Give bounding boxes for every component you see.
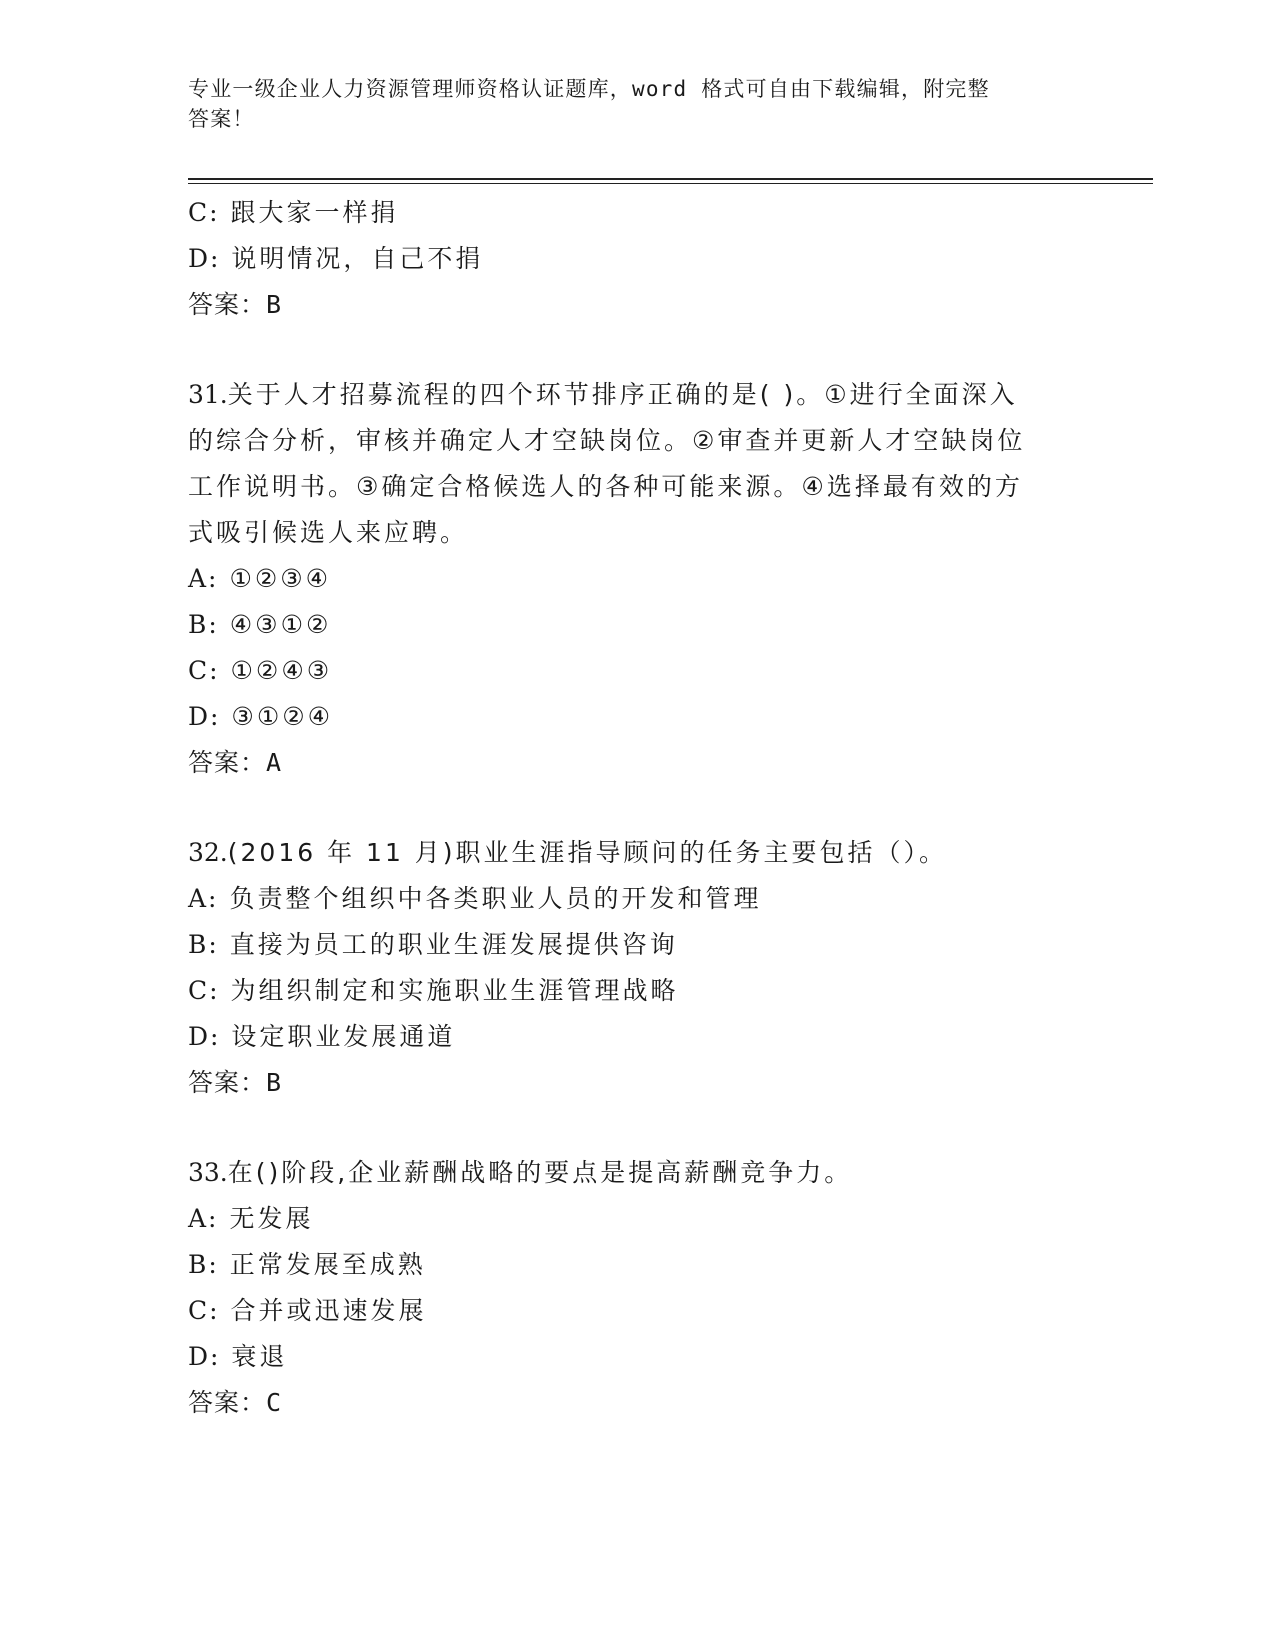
question-32 [188, 830, 1068, 1106]
answer-value: B [266, 290, 283, 319]
answer-label: 答案： [188, 1388, 267, 1417]
header-rule-thick [188, 178, 1153, 180]
question-number: 33. [188, 1158, 228, 1187]
option-label: B: [188, 1250, 219, 1279]
option-text: 设定职业发展通道 [231, 1022, 456, 1051]
answer-value: C [266, 1388, 283, 1417]
question-stem [188, 372, 1068, 556]
option-label: C: [188, 656, 220, 685]
option-label: D: [188, 702, 221, 731]
option-text: ④③①② [229, 610, 332, 639]
option-a [188, 1196, 1068, 1242]
partial-question [188, 190, 1068, 328]
option-c [188, 190, 1068, 236]
option-text: ③①②④ [231, 702, 334, 731]
header-line-2: 答案！ [188, 107, 255, 131]
answer-line [188, 1380, 1068, 1426]
stem-line: 33.在()阶段,企业薪酬战略的要点是提高薪酬竞争力。 [188, 1158, 853, 1187]
option-text: 无发展 [229, 1204, 314, 1233]
option-text: 负责整个组织中各类职业人员的开发和管理 [229, 884, 762, 913]
option-label: A: [188, 564, 219, 593]
option-d [188, 236, 1068, 282]
question-number: 32. [188, 838, 228, 867]
question-number: 31. [188, 380, 228, 409]
option-label: A: [188, 884, 219, 913]
option-d [188, 694, 1068, 740]
stem-line: 的综合分析，审核并确定人才空缺岗位。②审查并更新人才空缺岗位 [188, 426, 1026, 455]
question-33 [188, 1150, 1068, 1426]
question-content [188, 190, 1068, 1426]
option-text: 合并或迅速发展 [230, 1296, 427, 1325]
answer-label: 答案： [188, 290, 267, 319]
option-text: ①②④③ [230, 656, 333, 685]
answer-value: B [266, 1068, 283, 1097]
option-c [188, 968, 1068, 1014]
option-d [188, 1334, 1068, 1380]
header-line-1: 专业一级企业人力资源管理师资格认证题库，word 格式可自由下载编辑，附完整 [188, 77, 990, 101]
answer-label: 答案： [188, 748, 267, 777]
answer-value: A [266, 748, 283, 777]
stem-line: 31.关于人才招募流程的四个环节排序正确的是( )。①进行全面深入 [188, 380, 1018, 409]
option-b [188, 602, 1068, 648]
option-text: 跟大家一样捐 [230, 198, 399, 227]
option-text: 说明情况，自己不捐 [231, 244, 484, 273]
page-header [188, 74, 1068, 134]
header-rule-thin [188, 183, 1153, 184]
option-d [188, 1014, 1068, 1060]
answer-label: 答案： [188, 1068, 267, 1097]
option-label: B: [188, 610, 219, 639]
question-stem [188, 830, 1068, 876]
option-label: C: [188, 1296, 220, 1325]
option-label: C: [188, 198, 220, 227]
option-label: B: [188, 930, 219, 959]
stem-line: 工作说明书。③确定合格候选人的各种可能来源。④选择最有效的方 [188, 472, 1023, 501]
question-stem [188, 1150, 1068, 1196]
option-label: C: [188, 976, 220, 1005]
option-label: D: [188, 1022, 221, 1051]
option-text: ①②③④ [229, 564, 332, 593]
option-c [188, 648, 1068, 694]
option-text: 为组织制定和实施职业生涯管理战略 [230, 976, 679, 1005]
option-text: 衰退 [231, 1342, 288, 1371]
option-b [188, 922, 1068, 968]
option-b [188, 1242, 1068, 1288]
answer-line [188, 282, 1068, 328]
option-a [188, 556, 1068, 602]
stem-line: 式吸引候选人来应聘。 [188, 518, 469, 547]
option-text: 直接为员工的职业生涯发展提供咨询 [229, 930, 678, 959]
answer-line [188, 740, 1068, 786]
option-a [188, 876, 1068, 922]
option-c [188, 1288, 1068, 1334]
answer-line [188, 1060, 1068, 1106]
stem-line: 32.(2016 年 11 月)职业生涯指导顾问的任务主要包括（）。 [188, 838, 948, 867]
question-31 [188, 372, 1068, 786]
option-text: 正常发展至成熟 [229, 1250, 426, 1279]
option-label: D: [188, 244, 221, 273]
option-label: A: [188, 1204, 219, 1233]
option-label: D: [188, 1342, 221, 1371]
